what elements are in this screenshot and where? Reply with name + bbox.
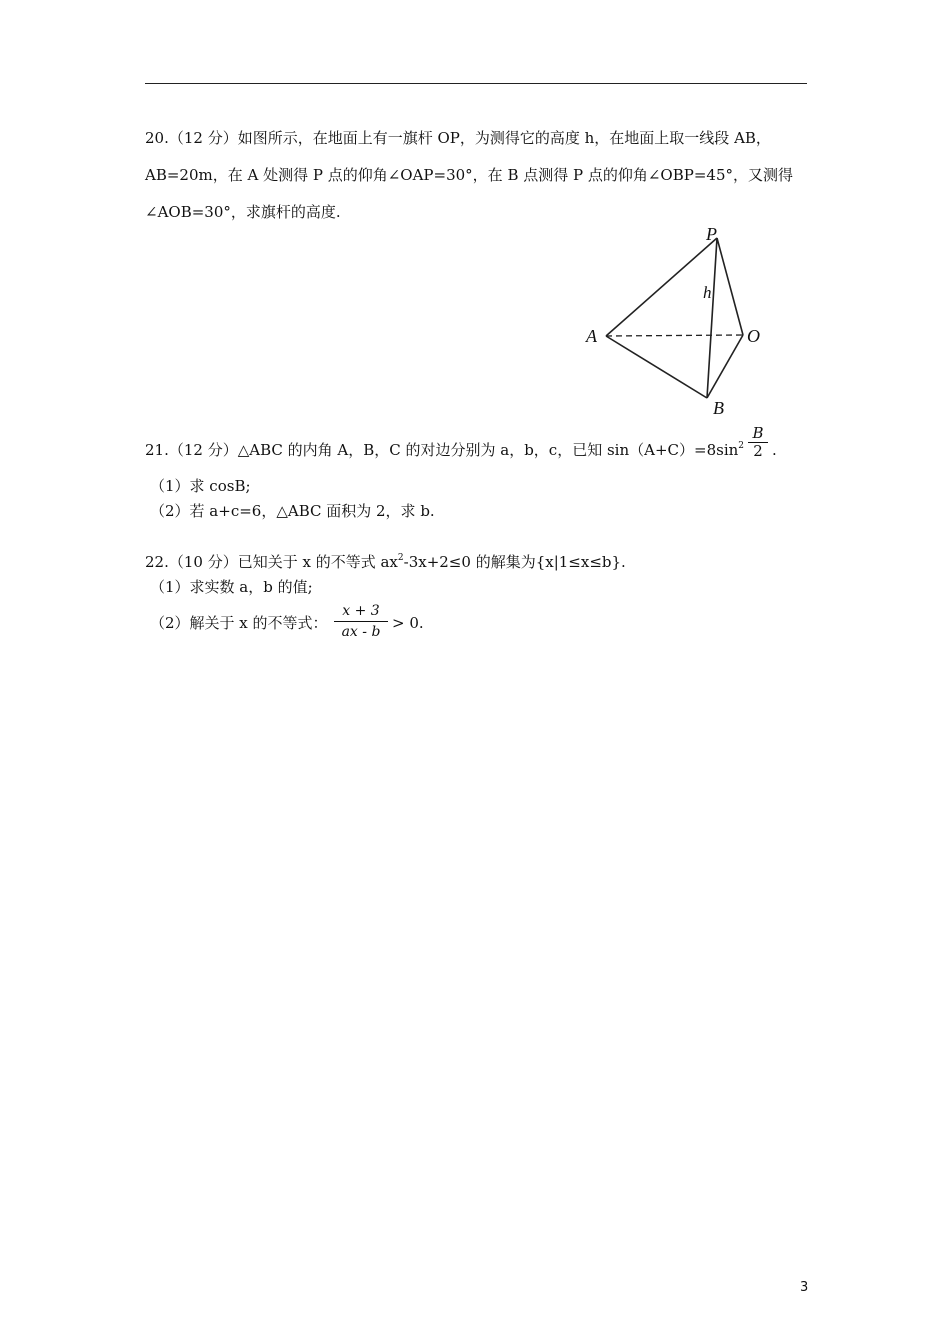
q22-stem-a: 22.（10 分）已知关于 x 的不等式 ax: [145, 553, 398, 571]
q22-part-2-end: > 0.: [392, 614, 424, 632]
q20-line-3: ∠AOB=30°，求旗杆的高度.: [145, 203, 341, 221]
edge-AB: [606, 336, 707, 398]
edge-OB: [707, 335, 743, 398]
label-B: B: [713, 398, 724, 418]
q22-sup: 2: [397, 553, 404, 563]
q22-stem: [145, 552, 626, 572]
q21-frac-num: B: [748, 425, 768, 443]
q21-part-1: （1）求 cosB;: [150, 477, 251, 495]
q20-line-1: 20.（12 分）如图所示，在地面上有一旗杆 OP，为测得它的高度 h，在地面上取一线段 AB，: [145, 129, 771, 147]
q22-stem-b: -3x+2≤0 的解集为{x|1≤x≤b}.: [403, 553, 626, 571]
q21-fraction: [748, 425, 768, 460]
pyramid-figure: [580, 222, 780, 420]
page-number: 3: [800, 1280, 809, 1295]
q21-stem-text: 21.（12 分）△ABC 的内角 A，B，C 的对边分别为 a，b，c，已知 sin（A+C）=8sin: [145, 441, 739, 459]
edge-AO: [606, 335, 743, 336]
q22-part-2: （2）解关于 x 的不等式：: [150, 614, 328, 632]
q22-frac-num: x + 3: [334, 601, 388, 622]
q20-line-2: AB=20m，在 A 处测得 P 点的仰角∠OAP=30°，在 B 点测得 P 点的仰角∠OBP=45°，又测得: [145, 166, 794, 184]
q21-part-2: （2）若 a+c=6，△ABC 面积为 2，求 b.: [150, 502, 435, 520]
label-h: h: [703, 283, 712, 302]
q22-part-1: （1）求实数 a，b 的值;: [150, 578, 313, 596]
label-P: P: [706, 224, 717, 244]
q21-end: .: [772, 441, 777, 459]
label-A: A: [586, 326, 597, 346]
q22-frac-den: ax - b: [341, 624, 381, 640]
q21-stem: [145, 440, 744, 460]
label-O: O: [747, 326, 760, 346]
header-rule: [145, 83, 807, 84]
edge-PB: [707, 238, 717, 398]
q21-frac-den: 2: [753, 442, 763, 460]
edge-PO: [717, 238, 743, 335]
q21-sup: 2: [738, 441, 745, 451]
q22-fraction: [334, 601, 388, 642]
edge-AP: [606, 238, 717, 336]
